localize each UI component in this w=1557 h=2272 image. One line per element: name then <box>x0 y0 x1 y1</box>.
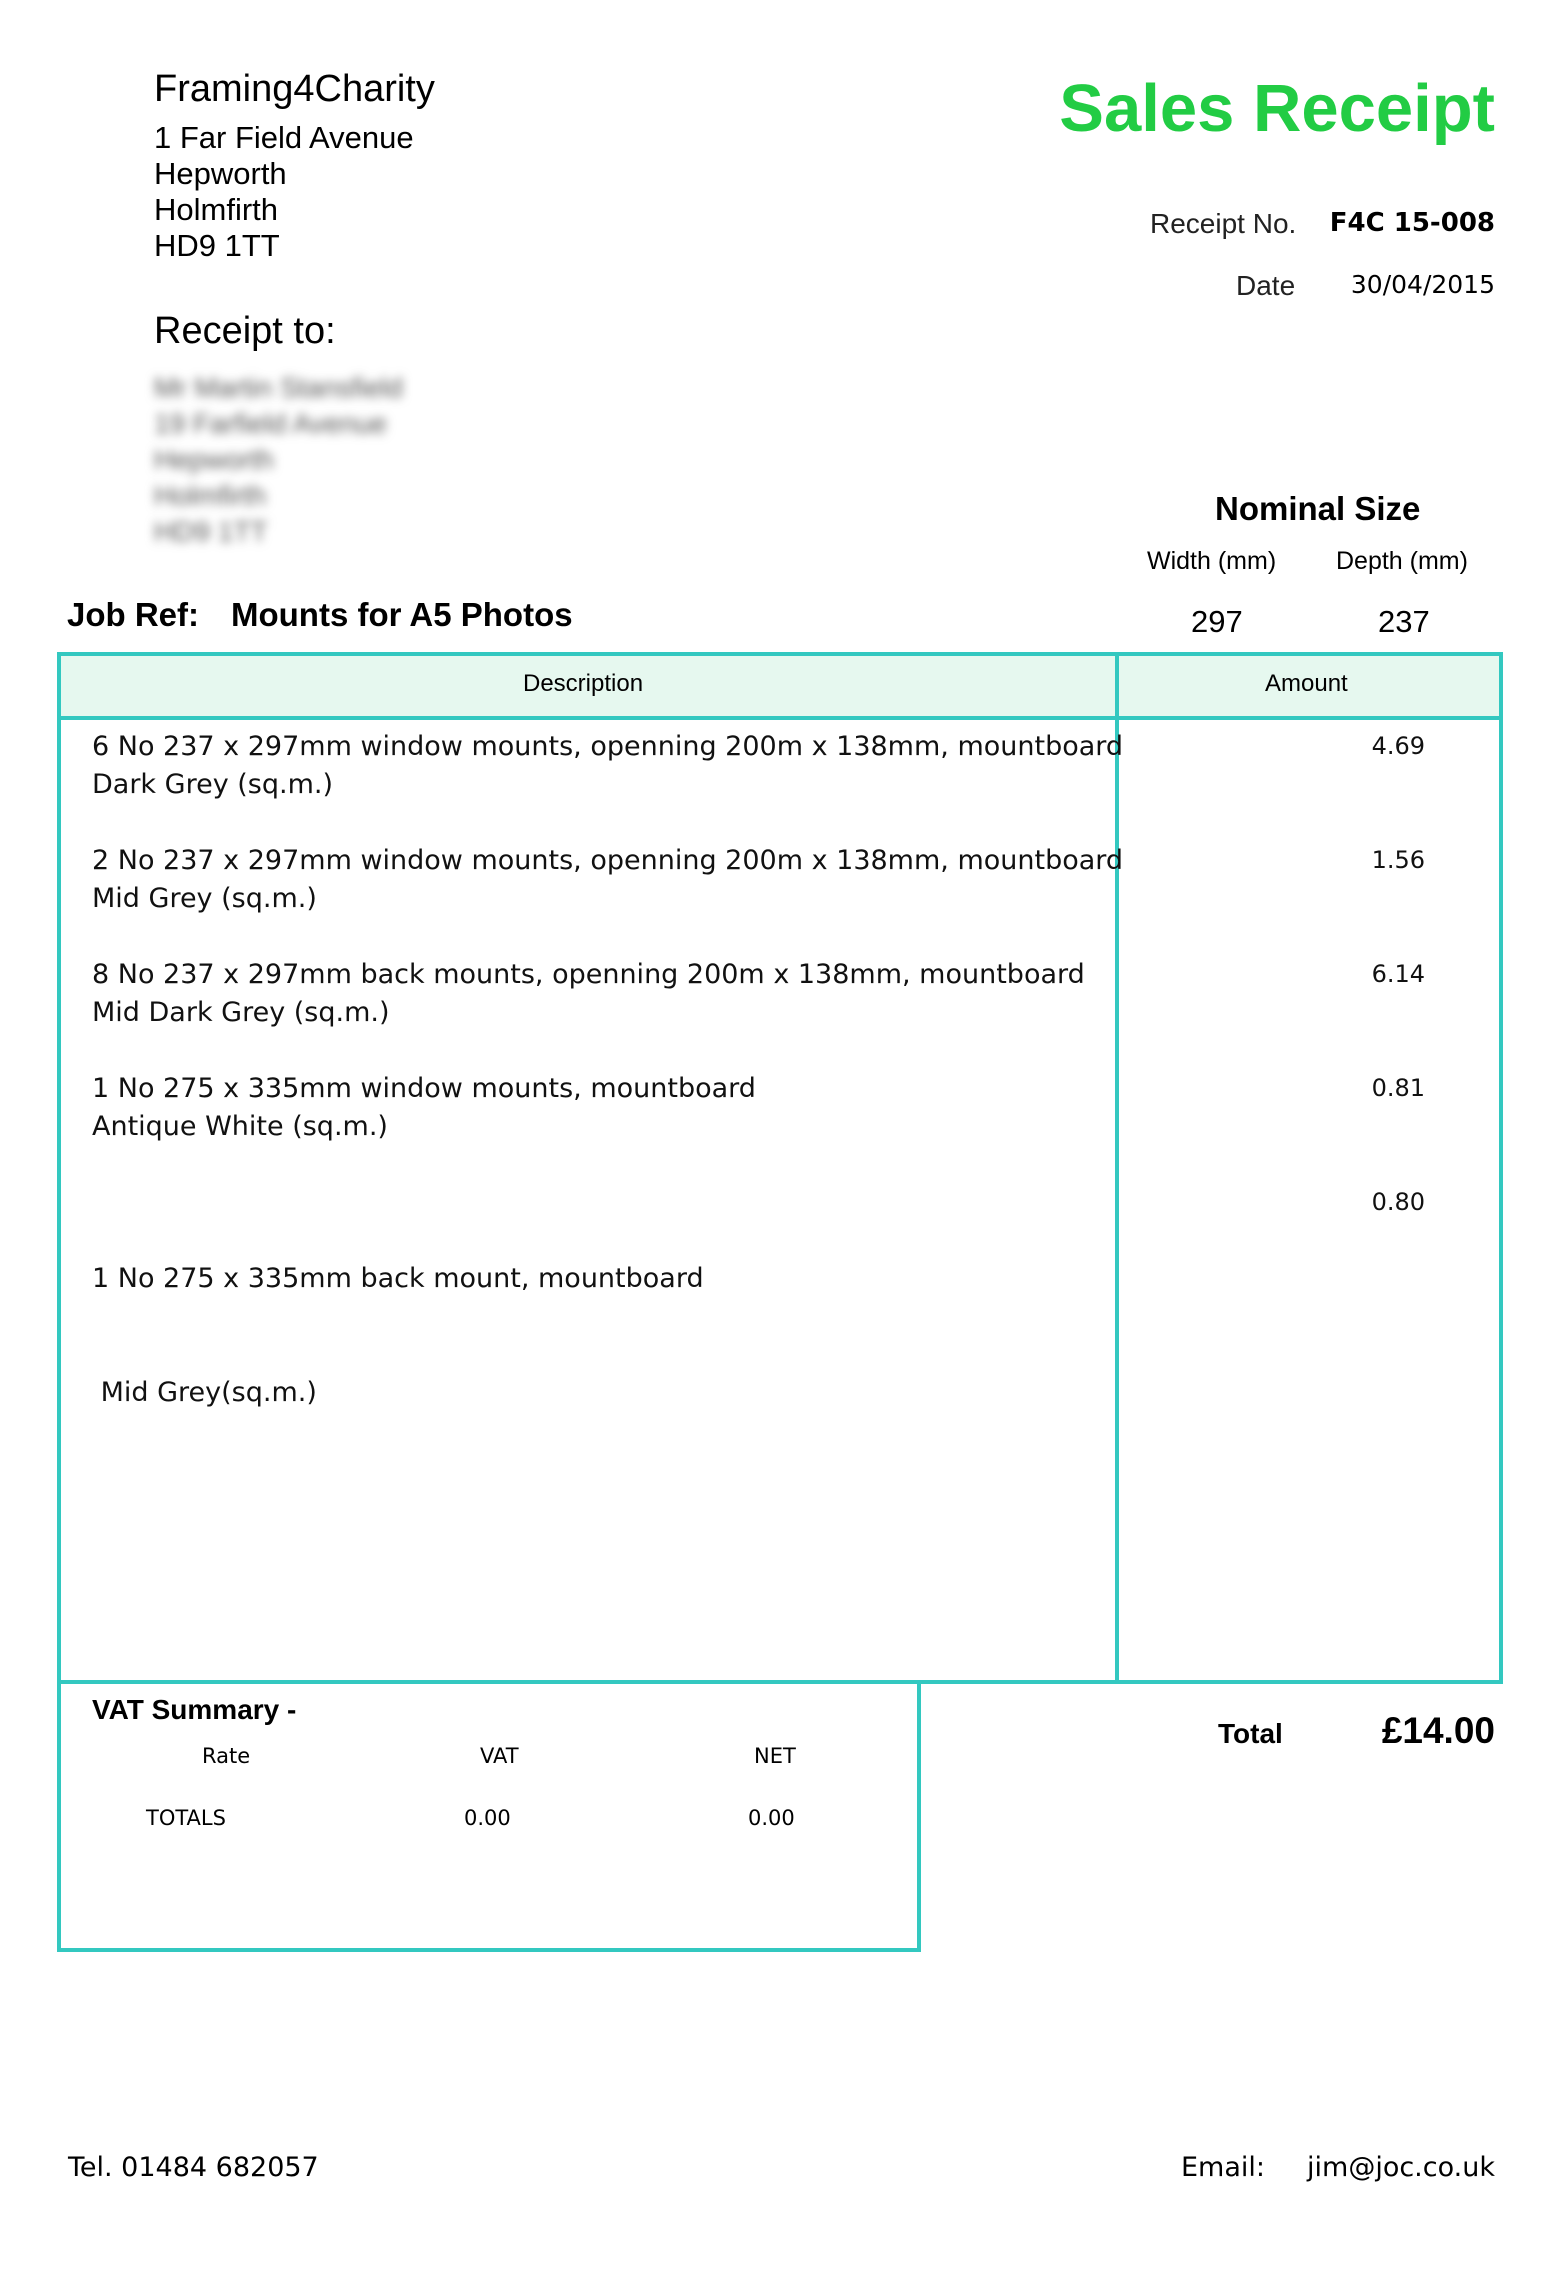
depth-value: 237 <box>1378 604 1430 639</box>
receipt-to-label: Receipt to: <box>154 310 336 352</box>
net-total-value: 0.00 <box>748 1806 795 1830</box>
item-description <box>92 842 1123 918</box>
footer-telephone: Tel. 01484 682057 <box>68 2152 319 2183</box>
vat-rate-header: Rate <box>202 1744 251 1768</box>
width-header: Width (mm) <box>1147 547 1277 575</box>
footer-email[interactable]: jim@joc.co.uk <box>1307 2152 1495 2183</box>
item-line: 8 No 237 x 297mm back mounts, openning 200m x 138mm, mountboard <box>92 959 1085 990</box>
vat-net-header: NET <box>754 1744 796 1768</box>
total-label: Total <box>1218 1718 1283 1749</box>
item-line: 1 No 275 x 335mm back mount, mountboard <box>92 1263 704 1294</box>
vat-vat-header: VAT <box>480 1744 519 1768</box>
item-line: Mid Dark Grey (sq.m.) <box>92 997 390 1028</box>
company-address-line: HD9 1TT <box>154 228 280 263</box>
column-divider <box>1115 656 1119 1680</box>
item-line: 6 No 237 x 297mm window mounts, openning 200m x 138mm, mountboard <box>92 731 1124 762</box>
item-description <box>92 1070 756 1146</box>
recipient-line-blurred: 19 Farfield Avenue <box>154 408 387 439</box>
footer-email-label: Email: <box>1181 2152 1266 2183</box>
description-header: Description <box>523 670 644 697</box>
item-amount: 4.69 <box>1371 732 1425 760</box>
recipient-line-blurred: HD9 1TT <box>154 516 268 547</box>
item-amount: 1.56 <box>1371 846 1425 874</box>
item-description <box>92 956 1085 1032</box>
receipt-no-value: F4C 15-008 <box>1329 208 1495 238</box>
date-value: 30/04/2015 <box>1350 270 1495 299</box>
items-table <box>57 652 1503 1684</box>
item-amount: 6.14 <box>1371 960 1425 988</box>
vat-total-value: 0.00 <box>464 1806 511 1830</box>
item-line: Dark Grey (sq.m.) <box>92 769 333 800</box>
document-title: Sales Receipt <box>1059 71 1495 146</box>
recipient-line-blurred: Holmfirth <box>154 480 267 511</box>
item-line: 1 No 275 x 335mm window mounts, mountboard <box>92 1073 756 1104</box>
item-line: Mid Grey(sq.m.) <box>92 1377 317 1408</box>
company-address-line: Hepworth <box>154 156 287 191</box>
item-line: Antique White (sq.m.) <box>92 1111 388 1142</box>
job-ref-label: Job Ref: <box>67 596 199 633</box>
recipient-line-blurred: Hepworth <box>154 444 274 475</box>
vat-summary-title: VAT Summary - <box>92 1694 297 1725</box>
amount-header: Amount <box>1265 670 1348 697</box>
company-address-line: 1 Far Field Avenue <box>154 120 414 155</box>
date-label: Date <box>1236 270 1296 301</box>
item-amount: 0.81 <box>1371 1074 1425 1102</box>
company-address-line: Holmfirth <box>154 192 279 227</box>
nominal-size-title: Nominal Size <box>1215 490 1421 527</box>
receipt-no-label: Receipt No. <box>1150 208 1297 239</box>
total-value: £14.00 <box>1381 1710 1495 1751</box>
item-line: Mid Grey (sq.m.) <box>92 883 317 914</box>
company-name: Framing4Charity <box>154 68 435 110</box>
job-ref-value: Mounts for A5 Photos <box>231 596 573 633</box>
width-value: 297 <box>1191 604 1243 639</box>
depth-header: Depth (mm) <box>1336 547 1468 575</box>
item-description <box>92 728 1123 804</box>
recipient-line-blurred: Mr Martin Stansfield <box>154 372 403 403</box>
item-line: 2 No 237 x 297mm window mounts, openning 200m x 138mm, mountboard <box>92 845 1124 876</box>
item-amount: 0.80 <box>1371 1188 1425 1216</box>
vat-totals-label: TOTALS <box>146 1806 226 1830</box>
item-description <box>92 1184 704 1488</box>
